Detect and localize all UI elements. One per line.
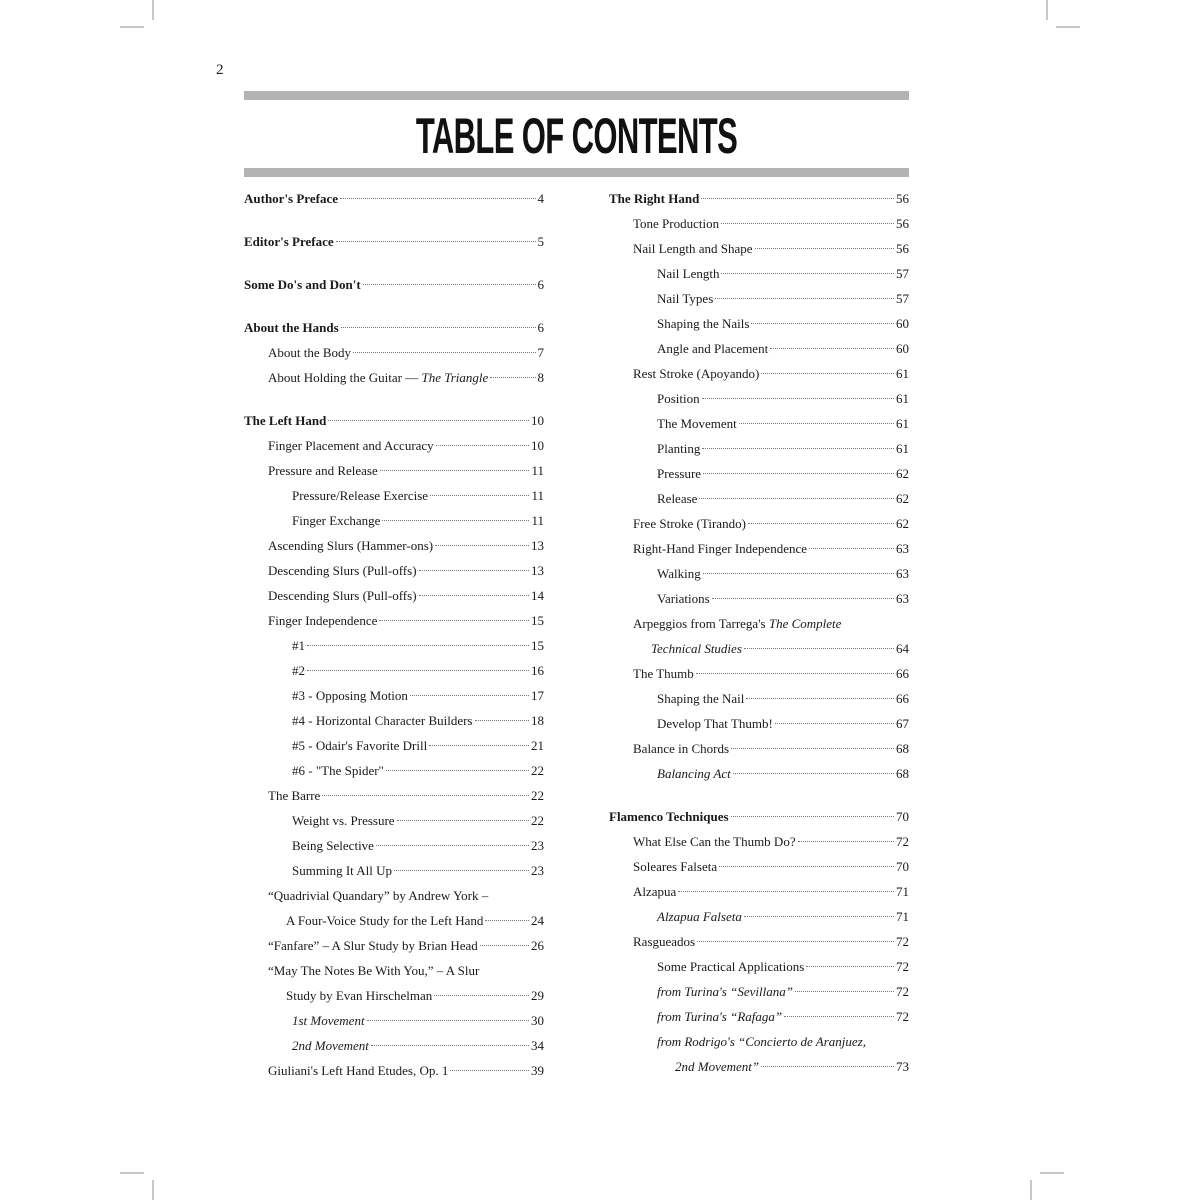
toc-entry — [609, 361, 909, 386]
toc-entry — [244, 186, 544, 211]
toc-entry-title: About Holding the Guitar — The Triangle — [268, 370, 489, 385]
toc-entry — [609, 386, 909, 411]
dot-leader — [386, 770, 529, 771]
dot-leader — [382, 520, 529, 521]
toc-entry-page: 24 — [531, 913, 544, 928]
toc-entry-title: from Turina's “Rafaga” — [657, 1009, 783, 1024]
toc-entry-page: 63 — [896, 566, 909, 581]
toc-entry — [609, 561, 909, 586]
toc-entry-title: Nail Length — [657, 266, 720, 281]
dot-leader — [809, 548, 894, 549]
toc-entry-title: Walking — [657, 566, 701, 581]
toc-entry-page: 6 — [537, 277, 544, 292]
toc-entry — [244, 1058, 544, 1083]
toc-entry-page: 5 — [537, 234, 544, 249]
dot-leader — [436, 445, 529, 446]
toc-entry-title: Finger Placement and Accuracy — [268, 438, 434, 453]
toc-entry-title: #2 — [292, 663, 305, 678]
toc-entry — [609, 536, 909, 561]
toc-entry-title: Pressure/Release Exercise — [292, 488, 429, 503]
top-rule — [244, 91, 909, 100]
toc-entry — [609, 761, 909, 786]
dot-leader — [784, 1016, 894, 1017]
toc-entry-page: 13 — [531, 538, 544, 553]
toc-entry-title: Descending Slurs (Pull-offs) — [268, 563, 417, 578]
toc-entry-title: Rest Stroke (Apoyando) — [633, 366, 760, 381]
crop-mark-top-right-h — [1056, 26, 1080, 28]
toc-entry-page: 60 — [896, 341, 909, 356]
toc-entry — [244, 783, 544, 808]
toc-entry-page: 61 — [896, 366, 909, 381]
toc-entry — [244, 658, 544, 683]
toc-entry-page: 71 — [896, 909, 909, 924]
dot-leader — [434, 995, 529, 996]
toc-entry-page: 8 — [537, 370, 544, 385]
dot-leader — [703, 573, 894, 574]
dot-leader — [363, 284, 536, 285]
toc-entry — [244, 365, 544, 390]
dot-leader — [703, 473, 894, 474]
toc-entry-page: 63 — [896, 591, 909, 606]
toc-entry-title: Being Selective — [292, 838, 374, 853]
toc-entry — [609, 979, 909, 1004]
toc-entry-page: 68 — [896, 741, 909, 756]
dot-leader — [697, 941, 894, 942]
toc-entry — [609, 829, 909, 854]
dot-leader — [485, 920, 529, 921]
toc-entry — [609, 286, 909, 311]
dot-leader — [731, 816, 894, 817]
toc-entry — [244, 758, 544, 783]
dot-leader — [712, 598, 894, 599]
toc-entry-title: A Four-Voice Study for the Left Hand — [286, 913, 484, 928]
toc-entry-page: 7 — [537, 345, 544, 360]
toc-entry — [609, 661, 909, 686]
toc-entry — [244, 808, 544, 833]
dot-leader — [430, 495, 529, 496]
dot-leader — [744, 648, 894, 649]
dot-leader — [367, 1020, 529, 1021]
dot-leader — [371, 1045, 529, 1046]
toc-entry-page: 23 — [531, 863, 544, 878]
toc-entry — [244, 408, 544, 433]
dot-leader — [715, 298, 894, 299]
toc-entry-page: 17 — [531, 688, 544, 703]
crop-mark-bottom-right-h — [1040, 1172, 1064, 1174]
dot-leader — [761, 373, 894, 374]
toc-entry-page: 57 — [896, 291, 909, 306]
toc-entry — [244, 1033, 544, 1058]
toc-entry-page: 71 — [896, 884, 909, 899]
toc-entry-page: 10 — [531, 413, 544, 428]
toc-entry-page: 4 — [537, 191, 544, 206]
toc-entry-title: from Rodrigo's “Concierto de Aranjuez, — [657, 1034, 866, 1049]
dot-leader — [336, 241, 536, 242]
toc-entry-page: 66 — [896, 691, 909, 706]
toc-entry-page: 56 — [896, 241, 909, 256]
toc-entry-page: 72 — [896, 834, 909, 849]
toc-entry — [244, 508, 544, 533]
toc-entry-page: 60 — [896, 316, 909, 331]
toc-entry-page: 62 — [896, 516, 909, 531]
toc-entry — [244, 340, 544, 365]
toc-entry-title: Pressure — [657, 466, 702, 481]
toc-left-column — [244, 186, 544, 1083]
toc-entry-page: 56 — [896, 191, 909, 206]
toc-entry-title: Shaping the Nail — [657, 691, 745, 706]
toc-entry-page: 67 — [896, 716, 909, 731]
toc-entry-title: Some Practical Applications — [657, 959, 805, 974]
toc-entry — [609, 1054, 909, 1079]
toc-entry-page: 64 — [896, 641, 909, 656]
toc-entry-page: 18 — [531, 713, 544, 728]
toc-entry — [244, 733, 544, 758]
toc-entry-title: The Right Hand — [609, 191, 700, 206]
toc-entry-title: Ascending Slurs (Hammer-ons) — [268, 538, 434, 553]
toc-entry-page: 14 — [531, 588, 544, 603]
dot-leader — [701, 198, 894, 199]
toc-entry-page: 72 — [896, 959, 909, 974]
toc-entry — [244, 958, 544, 983]
toc-entry-title: #1 — [292, 638, 305, 653]
toc-entry-page: 22 — [531, 813, 544, 828]
toc-entry-page: 11 — [531, 463, 544, 478]
dot-leader — [678, 891, 894, 892]
toc-entry — [609, 336, 909, 361]
toc-entry-title: Rasgueados — [633, 934, 696, 949]
toc-entry-title: Position — [657, 391, 700, 406]
dot-leader — [702, 398, 894, 399]
toc-entry-page: 56 — [896, 216, 909, 231]
toc-entry-page: 61 — [896, 441, 909, 456]
toc-entry-page: 61 — [896, 391, 909, 406]
toc-entry — [244, 1008, 544, 1033]
toc-entry-page: 62 — [896, 466, 909, 481]
toc-entry — [609, 804, 909, 829]
toc-entry-title: Soleares Falseta — [633, 859, 718, 874]
dot-leader — [397, 820, 529, 821]
dot-leader — [435, 545, 529, 546]
toc-entry-title: Weight vs. Pressure — [292, 813, 395, 828]
toc-entry-title: Editor's Preface — [244, 234, 334, 249]
toc-entry — [609, 904, 909, 929]
crop-mark-top-right-v — [1046, 0, 1048, 20]
toc-entry-page: 34 — [531, 1038, 544, 1053]
toc-entry-title: Arpeggios from Tarrega's The Complete — [633, 616, 842, 631]
toc-entry-title: #6 - "The Spider" — [292, 763, 384, 778]
toc-entry-page: 29 — [531, 988, 544, 1003]
toc-entry-page: 66 — [896, 666, 909, 681]
toc-entry — [609, 461, 909, 486]
toc-entry-title: Balance in Chords — [633, 741, 730, 756]
page-number: 2 — [216, 62, 224, 78]
toc-entry-title: Free Stroke (Tirando) — [633, 516, 746, 531]
toc-entry-title: Finger Independence — [268, 613, 378, 628]
dot-leader — [419, 570, 529, 571]
toc-entry — [244, 229, 544, 254]
toc-entry — [609, 586, 909, 611]
dot-leader — [806, 966, 894, 967]
dot-leader — [751, 323, 894, 324]
toc-entry — [244, 558, 544, 583]
dot-leader — [699, 498, 894, 499]
toc-entry-title: Develop That Thumb! — [657, 716, 773, 731]
dot-leader — [719, 866, 894, 867]
toc-entry-title: “May The Notes Be With You,” – A Slur — [268, 963, 480, 978]
toc-entry-title: Alzapua Falseta — [657, 909, 742, 924]
dot-leader — [775, 723, 894, 724]
dot-leader — [731, 748, 894, 749]
toc-entry-title: Flamenco Techniques — [609, 809, 729, 824]
toc-entry — [609, 711, 909, 736]
toc-entry — [609, 411, 909, 436]
dot-leader — [341, 327, 536, 328]
dot-leader — [795, 991, 894, 992]
toc-entry-page: 39 — [531, 1063, 544, 1078]
toc-entry — [609, 736, 909, 761]
toc-entry-page: 73 — [896, 1059, 909, 1074]
toc-entry — [609, 436, 909, 461]
dot-leader — [307, 670, 529, 671]
toc-entry-page: 57 — [896, 266, 909, 281]
toc-entry-title: Technical Studies — [651, 641, 742, 656]
toc-entry — [609, 211, 909, 236]
crop-mark-bottom-left-h — [120, 1172, 144, 1174]
toc-entry-page: 70 — [896, 859, 909, 874]
toc-entry — [244, 483, 544, 508]
toc-entry-title: Pressure and Release — [268, 463, 378, 478]
crop-mark-bottom-left-v — [152, 1180, 154, 1200]
toc-entry-title: “Fanfare” – A Slur Study by Brian Head — [268, 938, 478, 953]
toc-entry-title: About the Hands — [244, 320, 339, 335]
toc-entry — [244, 933, 544, 958]
toc-entry — [609, 311, 909, 336]
toc-entry — [609, 261, 909, 286]
toc-entry — [244, 458, 544, 483]
dot-leader — [450, 1070, 529, 1071]
toc-entry-title: Alzapua — [633, 884, 677, 899]
toc-entry-page: 23 — [531, 838, 544, 853]
dot-leader — [770, 348, 894, 349]
toc-entry-page: 15 — [531, 638, 544, 653]
toc-entry — [244, 683, 544, 708]
dot-leader — [755, 248, 895, 249]
toc-entry-page: 15 — [531, 613, 544, 628]
toc-entry — [609, 1029, 909, 1054]
toc-entry — [609, 854, 909, 879]
toc-entry — [609, 1004, 909, 1029]
crop-mark-top-left-v — [152, 0, 154, 20]
dot-leader — [739, 423, 894, 424]
toc-entry — [244, 833, 544, 858]
toc-entry-page: 72 — [896, 1009, 909, 1024]
toc-entry-title: Descending Slurs (Pull-offs) — [268, 588, 417, 603]
toc-entry-title: from Turina's “Sevillana” — [657, 984, 793, 999]
toc-entry — [244, 883, 544, 908]
dot-leader — [761, 1066, 894, 1067]
dot-leader — [376, 845, 529, 846]
toc-entry-title: Nail Length and Shape — [633, 241, 753, 256]
dot-leader — [394, 870, 529, 871]
toc-entry-title: Balancing Act — [657, 766, 731, 781]
dot-leader — [328, 420, 529, 421]
dot-leader — [746, 698, 894, 699]
toc-entry-title: Study by Evan Hirschelman — [286, 988, 433, 1003]
toc-entry-page: 11 — [531, 488, 544, 503]
toc-entry — [244, 272, 544, 297]
toc-entry-title: Right-Hand Finger Independence — [633, 541, 808, 556]
toc-entry-title: #3 - Opposing Motion — [292, 688, 408, 703]
dot-leader — [721, 223, 894, 224]
toc-entry-page: 63 — [896, 541, 909, 556]
dot-leader — [748, 523, 894, 524]
toc-entry — [609, 929, 909, 954]
toc-entry — [244, 983, 544, 1008]
toc-entry-page: 30 — [531, 1013, 544, 1028]
dot-leader — [307, 645, 529, 646]
toc-entry — [244, 633, 544, 658]
dot-leader — [419, 595, 529, 596]
toc-entry-page: 21 — [531, 738, 544, 753]
toc-entry — [609, 186, 909, 211]
dot-leader — [340, 198, 536, 199]
dot-leader — [480, 945, 529, 946]
dot-leader — [380, 470, 530, 471]
toc-entry-title: The Thumb — [633, 666, 694, 681]
toc-entry-title: 2nd Movement — [292, 1038, 369, 1053]
dot-leader — [322, 795, 529, 796]
toc-entry-page: 62 — [896, 491, 909, 506]
toc-right-column — [609, 186, 909, 1079]
toc-entry-page: 22 — [531, 763, 544, 778]
toc-entry-title: Finger Exchange — [292, 513, 381, 528]
dot-leader — [733, 773, 894, 774]
toc-entry-title: Summing It All Up — [292, 863, 393, 878]
toc-entry-title: #5 - Odair's Favorite Drill — [292, 738, 428, 753]
toc-entry-page: 68 — [896, 766, 909, 781]
dot-leader — [721, 273, 894, 274]
dot-leader — [798, 841, 894, 842]
toc-entry-page: 72 — [896, 934, 909, 949]
toc-entry-title: #4 - Horizontal Character Builders — [292, 713, 473, 728]
toc-entry — [244, 315, 544, 340]
toc-entry — [609, 511, 909, 536]
toc-entry-title: Some Do's and Don't — [244, 277, 361, 292]
crop-mark-top-left-h — [120, 26, 144, 28]
toc-entry — [609, 486, 909, 511]
toc-entry-title: Tone Production — [633, 216, 720, 231]
toc-entry-title: Shaping the Nails — [657, 316, 750, 331]
toc-entry-page: 26 — [531, 938, 544, 953]
toc-entry-title: Variations — [657, 591, 710, 606]
dot-leader — [702, 448, 894, 449]
toc-entry-page: 70 — [896, 809, 909, 824]
dot-leader — [429, 745, 529, 746]
toc-entry — [244, 708, 544, 733]
toc-entry — [609, 686, 909, 711]
toc-entry-title: What Else Can the Thumb Do? — [633, 834, 796, 849]
toc-entry-title: Planting — [657, 441, 701, 456]
toc-entry-title: “Quadrivial Quandary” by Andrew York – — [268, 888, 489, 903]
toc-entry-title: The Left Hand — [244, 413, 327, 428]
bottom-rule — [244, 168, 909, 177]
toc-entry-page: 10 — [531, 438, 544, 453]
toc-entry-page: 6 — [537, 320, 544, 335]
toc-entry — [609, 879, 909, 904]
toc-entry — [609, 636, 909, 661]
toc-entry-title: About the Body — [268, 345, 352, 360]
dot-leader — [490, 377, 535, 378]
toc-entry — [244, 858, 544, 883]
toc-entry-title: Giuliani's Left Hand Etudes, Op. 1 — [268, 1063, 449, 1078]
toc-entry-title: 1st Movement — [292, 1013, 365, 1028]
toc-entry-page: 13 — [531, 563, 544, 578]
toc-entry-title: The Movement — [657, 416, 737, 431]
toc-entry-page: 16 — [531, 663, 544, 678]
dot-leader — [353, 352, 535, 353]
toc-entry-page: 72 — [896, 984, 909, 999]
toc-entry-page: 22 — [531, 788, 544, 803]
toc-entry-page: 61 — [896, 416, 909, 431]
toc-entry — [244, 608, 544, 633]
toc-entry-title: The Barre — [268, 788, 321, 803]
toc-entry — [609, 236, 909, 261]
toc-entry — [244, 908, 544, 933]
toc-entry — [244, 583, 544, 608]
dot-leader — [696, 673, 894, 674]
toc-entry-title: 2nd Movement” — [675, 1059, 760, 1074]
dot-leader — [379, 620, 529, 621]
toc-entry — [609, 954, 909, 979]
crop-mark-bottom-right-v — [1030, 1180, 1032, 1200]
toc-entry-title: Release — [657, 491, 698, 506]
dot-leader — [410, 695, 529, 696]
toc-entry — [609, 611, 909, 636]
page-title: TABLE OF CONTENTS — [415, 108, 738, 164]
toc-entry-title: Angle and Placement — [657, 341, 769, 356]
toc-entry-title: Author's Preface — [244, 191, 338, 206]
toc-entry — [244, 533, 544, 558]
toc-entry — [244, 433, 544, 458]
toc-entry-page: 11 — [531, 513, 544, 528]
toc-entry-title: Nail Types — [657, 291, 714, 306]
dot-leader — [744, 916, 894, 917]
dot-leader — [475, 720, 530, 721]
